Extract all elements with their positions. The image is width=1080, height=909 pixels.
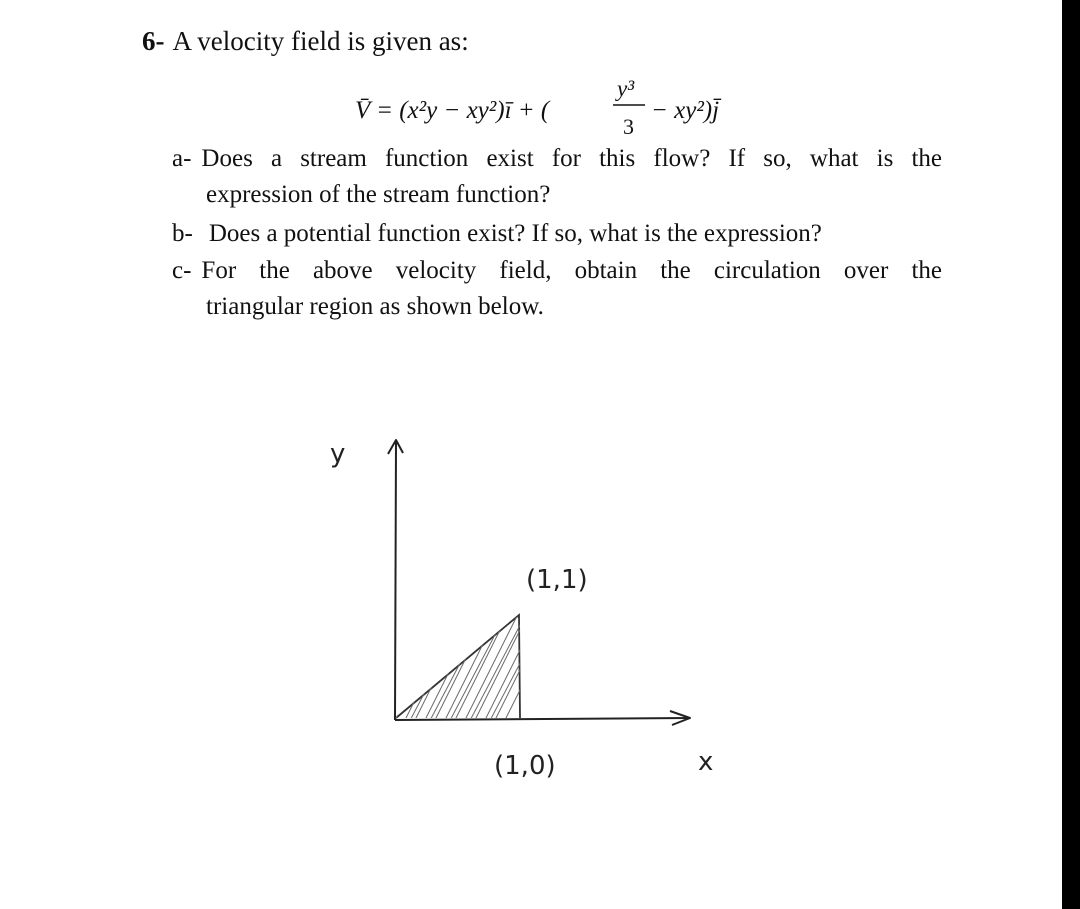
part-c-line1: For the above velocity field, obtain the circulation over the [201,257,942,284]
velocity-equation [355,72,815,142]
part-a-line2: expression of the stream function? [206,181,551,208]
part-c-label: c- [172,257,192,284]
triangle-hatching [390,610,560,730]
top-vertex-label: (1,1) [526,565,588,595]
triangle-diagram [300,420,760,800]
x-axis-label: x [698,747,714,777]
part-c-line2: triangular region as shown below. [206,293,544,320]
equation-fraction-numerator: y³ [617,76,635,101]
part-b-label: b- [172,220,193,247]
right-edge-bar [1062,0,1080,909]
part-a-label: a- [172,145,192,172]
bottom-vertex-label: (1,0) [494,751,556,781]
part-b [172,216,822,252]
equation-j-component: − xy²)j̄ [651,97,720,124]
x-axis [395,718,690,720]
question-number: 6- [142,26,165,56]
question-intro: A velocity field is given as: [172,26,469,56]
part-a-line1: Does a stream function exist for this flow? If so, what is the [201,145,942,172]
part-b-text: Does a potential function exist? If so, what is the expression? [208,220,822,247]
part-c [172,253,942,325]
question-header [142,26,469,57]
y-axis-label: y [330,439,346,469]
equation-i-component: (x²y − xy²)ī + ( [399,97,550,124]
equation-fraction-denominator: 3 [623,114,634,139]
y-axis [395,442,396,720]
svg-text:V̄ = (x²y − xy²)ī + ( [355,97,551,124]
equation-lhs: V̄ = [355,97,400,124]
part-a [172,141,942,213]
